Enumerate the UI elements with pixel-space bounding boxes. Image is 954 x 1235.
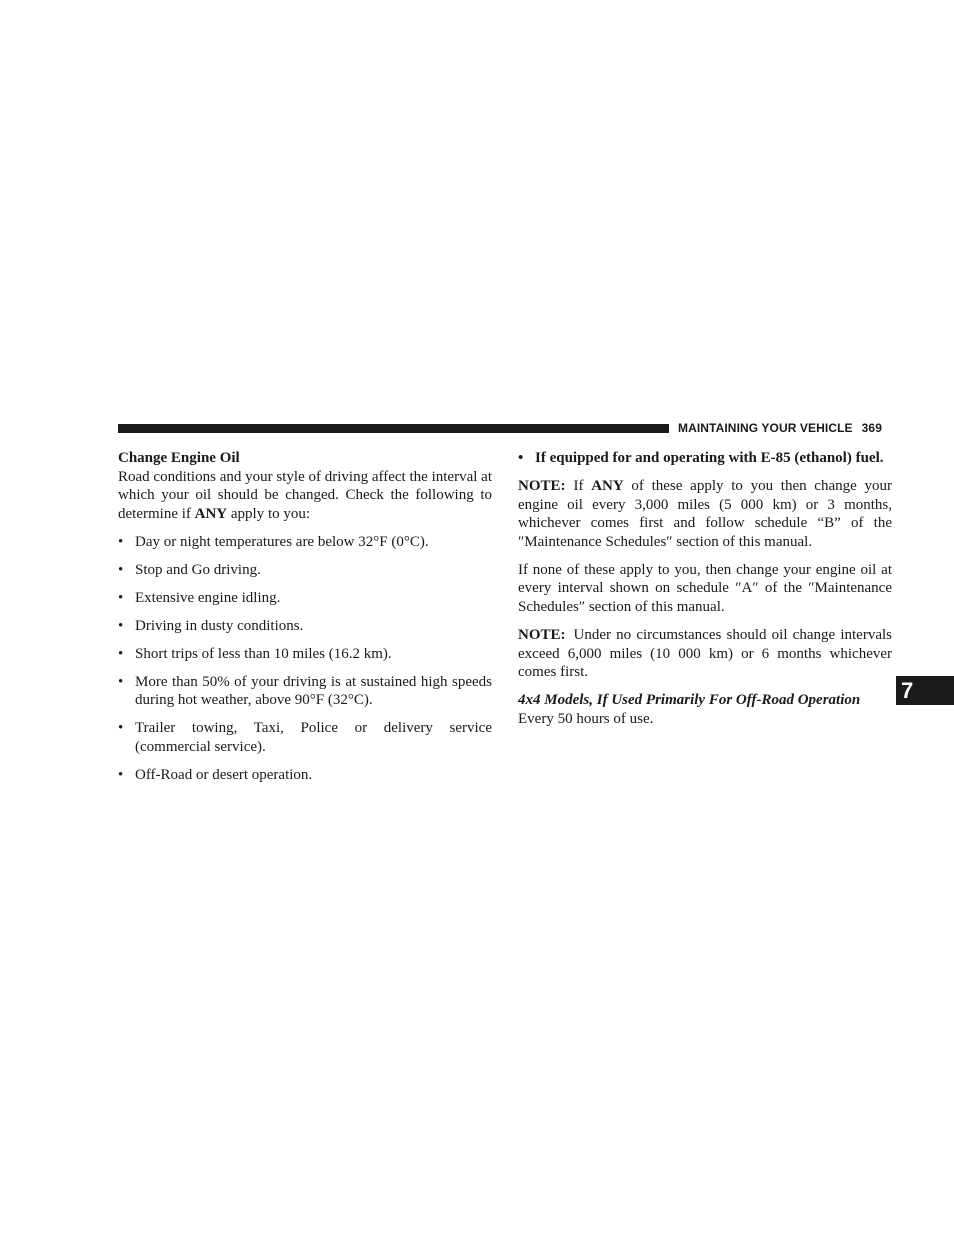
list-item: • Stop and Go driving. bbox=[118, 561, 261, 578]
chapter-tab: 7 bbox=[896, 676, 954, 705]
right-column bbox=[518, 449, 892, 728]
emphasis-any: ANY bbox=[591, 477, 624, 494]
list-item: • Short trips of less than 10 miles (16.2 km). bbox=[118, 645, 392, 662]
note-paragraph: NOTE: Under no circumstances should oil change intervals exceed 6,000 miles (10 000 km) or 6 months whichever comes first. bbox=[518, 626, 892, 681]
note-label: NOTE: bbox=[518, 477, 566, 494]
section-heading: Change Engine Oil bbox=[118, 450, 240, 466]
left-column bbox=[118, 449, 492, 784]
offroad-text: Every 50 hours of use. bbox=[518, 710, 654, 727]
header-rule bbox=[118, 424, 669, 433]
list-item: • Trailer towing, Taxi, Police or delivery service (commercial service). bbox=[118, 720, 492, 755]
page-number: 369 bbox=[861, 421, 882, 435]
note-label: NOTE: bbox=[518, 626, 566, 643]
running-header bbox=[678, 420, 892, 436]
offroad-heading: 4x4 Models, If Used Primarily For Off-Road Operation bbox=[518, 692, 861, 709]
conditions-list bbox=[118, 533, 492, 785]
list-item-bold: • If equipped for and operating with E-85 (ethanol) fuel. bbox=[518, 450, 884, 466]
section-title: MAINTAINING YOUR VEHICLE bbox=[678, 421, 853, 435]
note-paragraph: NOTE: If ANY of these apply to you then change your engine oil every 3,000 miles (5 000 km) or 3 months, whichever comes first and follow schedule “B” of the ″Maintenance Schedules″ section of this manual. bbox=[518, 477, 892, 550]
list-item: • Day or night temperatures are below 32°F (0°C). bbox=[118, 533, 429, 550]
list-item: • Driving in dusty conditions. bbox=[118, 617, 304, 634]
list-item: • Off-Road or desert operation. bbox=[118, 766, 313, 783]
conditions-list-continued bbox=[518, 449, 892, 468]
list-item: • More than 50% of your driving is at sustained high speeds during hot weather, above 90°F (32°C). bbox=[118, 673, 492, 709]
no-conditions-paragraph: If none of these apply to you, then change your engine oil at every interval shown on schedule ″A″ of the ″Maintenance Schedules″ section of this manual. bbox=[518, 561, 892, 615]
emphasis-any: ANY bbox=[194, 505, 228, 522]
list-item: • Extensive engine idling. bbox=[118, 589, 281, 606]
intro-paragraph: Road conditions and your style of driving affect the interval at which your oil should be changed. Check the following to determine if ANY apply to you: bbox=[118, 468, 492, 522]
